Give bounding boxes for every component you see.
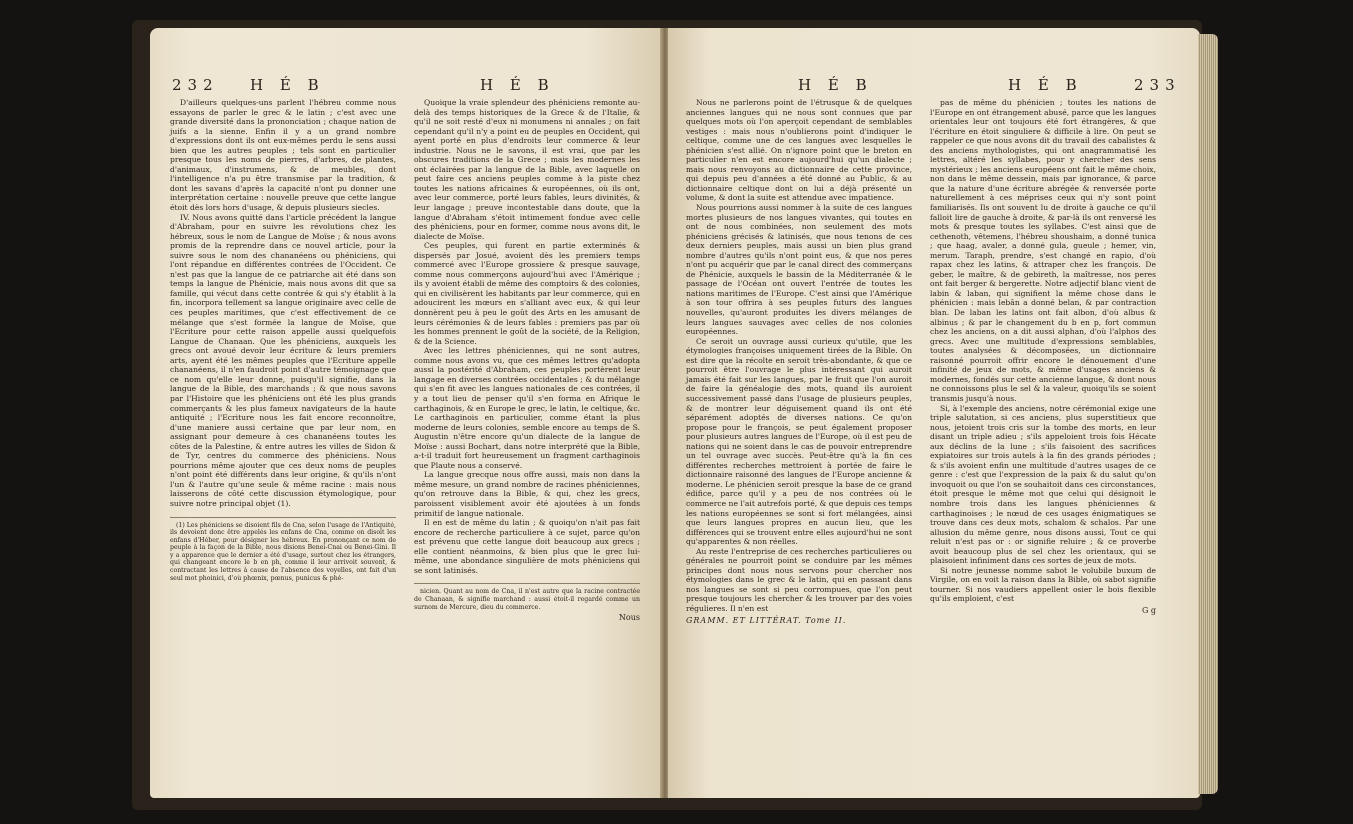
- left-column-2: [414, 98, 640, 623]
- catchword: Nous: [618, 613, 640, 623]
- right-page: [668, 28, 1200, 798]
- right-column-1: [686, 98, 912, 625]
- signature-mark: G g: [1141, 605, 1156, 615]
- left-page: [150, 28, 662, 798]
- paragraph: IV. Nous avons quitté dans l'article précédent la langue d'Abraham, pour en suivre les révolutions chez les hébreux, sous le nom de Langue de Moïse ; & nous avons promis de la reprendre dans ce nouvel article, pour la suivre sous le nom des chananéens ou phéniciens, qui l'ont répandue en différentes contrées de l'Occident. Ce n'est pas que la langue de ce patriarche ait été dans son temps la langue de Phénicie, mais nous avons dit que sa famille, qui vécut dans cette contrée & qui s'y établit à la fin, incorpora tellement sa langue originaire avec celle de ces peuples maritimes, que c'est effectivement de ce mélange que s'est formée la langue de Moïse, que l'Ecriture pour cette raison appelle aussi quelquefois Langue de Chanaan. Que les phéniciens, auxquels les grecs ont avoué devoir leur écriture & leurs premiers arts, ayent été les mêmes peuples que l'Ecriture appelle chananéens, il n'en faudroit point d'autre témoignage que ce nom qu'elle leur donne, puisqu'il signifie, dans la langue de la Bible, des marchands ; & que nous savons par l'Histoire que les phéniciens ont été les plus grands commerçants & les plus fameux navigateurs de la haute antiquité ; l'Ecriture nous les fait encore reconnoître, d'une maniere aussi certaine que par leur nom, en assignant pour demeure à ces chananéens toutes les côtes de la Palestine, & entre autres les villes de Sidon & de Tyr, centres du commerce des phéniciens. Nous pourrions même ajouter que ces deux noms de peuples n'ont point été différents dans leur origine, & qu'ils n'ont l'un & l'autre qu'une seule & même racine : mais nous laisserons de côté cette discussion étymologique, pour suivre notre principal objet (1).: [170, 212, 396, 508]
- paragraph: Si notre jeunesse nomme sabot le volubile buxum de Virgile, on en voit la raison dans la Bible, où sabot signifie tourner. Si nos vaudiers appellent osier le bois flexible qu'ils emploient, c'est: [930, 565, 1156, 604]
- paragraph: Ce seroit un ouvrage aussi curieux qu'utile, que les étymologies françoises uniquement tirées de la Bible. On est dire que la récolte en seroit très-abondante, & que ce pourroit être l'ouvrage le plus intéressant qui auroit jamais été fait sur les langues, par le fruit que l'on auroit de faire la généalogie des mots, quand ils auroient successivement passé dans l'usage de plusieurs peuples, & de montrer leur déguisement quand ils ont été séparément adoptés de diverses nations. Ce qu'on propose pour le françois, se peut également proposer pour plusieurs autres langues de l'Europe, où il est peu de nations qui ne soient dans le cas de pouvoir entreprendre un tel ouvrage avec succès. Peut-être qu'à la fin ces différentes recherches mettroient à portée de faire le dictionnaire raisonné des langues de l'Europe ancienne & moderne. Le phénicien seroit presque la base de ce grand édifice, parce qu'il y a peu de nos contrées où le commerce ne l'ait autrefois porté, & que depuis ces temps les nations européennes se sont si fort mélangées, ainsi que leurs langues propres en aucun lieu, que les différences qui se trouvent entre elles aujourd'hui ne sont qu'apparentes & non réelles.: [686, 336, 912, 547]
- paragraph: Quoique la vraie splendeur des phéniciens remonte au-delà des temps historiques de la Grece & de l'Italie, & qu'il ne soit resté d'eux ni monumens ni annales ; on fait cependant qu'il n'y a point eu de peuples en Occident, qui ayent porté en plus d'endroits leur commerce & leur industrie. Nous ne le savons, il est vrai, que par les obscures traditions de la Grece ; mais les modernes les ont éclairées par la langue de la Bible, avec laquelle on peut faire ces anciens peuples comme à la piste chez toutes les nations africaines & européennes, où ils ont, avec leur commerce, porté leurs fables, leurs divinités, & leur langage ; preuve incontestable dans doute, que la langue d'Abraham s'étoit intimement fondue avec celle des phéniciens, pour en former, comme nous avons dit, le dialecte de Moïse.: [414, 98, 640, 241]
- signature-line: GRAMM. ET LITTÉRAT. Tome II.: [686, 615, 847, 625]
- paragraph: D'ailleurs quelques-uns parlent l'hébreu comme nous essayons de parler le grec & le latin ; c'est avec une grande diversité dans la prononciation ; chaque nation de juifs a la sienne. Enfin il y a un grand nombre d'expressions dont ils ont eux-mêmes perdu le sens aussi bien que les autres peuples ; tels sont en particulier presque tous les noms de pierres, d'arbres, de plantes, d'animaux, d'instrumens, & de meubles, dont l'intelligence n'a pu être transmise par la tradition, & dont les savans d'après la capacité n'ont pu donner une interprétation certaine : nouvelle preuve que cette langue étoit dès lors hors d'usage, & depuis plusieurs siecles.: [170, 98, 396, 213]
- running-head-left-col2: H É B: [480, 76, 555, 94]
- page-number-right: 233: [1134, 76, 1181, 94]
- right-column-2: [930, 98, 1156, 625]
- paragraph: Il en est de même du latin ; & quoiqu'on n'ait pas fait encore de recherche particuliere à ce sujet, parce qu'on est prévenu que cette langue doit beaucoup aux grecs ; elle contient néanmoins, & bien plus que le grec lui-même, une abondance singulière de mots phéniciens qui se sont latinisés.: [414, 518, 640, 575]
- paragraph: pas de même du phénicien ; toutes les nations de l'Europe en ont étrangement abusé, parce que les langues orientales leur ont toujours été fort étrangères, & que l'écriture en étoit singuliere & difficile à lire. On peut se rappeler ce que nous avons dit du travail des cabalistes & des anciens mythologistes, qui ont anagrammatisé les lettres, altéré les syllabes, pour y chercher des sens mystérieux ; les anciens européens ont fait le même choix, non dans le même dessein, mais par ignorance, & parce que la nature d'une écriture abrégée & renversée porte naturellement à ces méprises ceux qui n'y sont point familiarisés. Ils ont souvent lu de droite à gauche ce qu'il falloit lire de gauche à droite, & par-là ils ont renversé les mots & presque toutes les syllabes. C'est ainsi que de cethenoth, vêtemens, l'hébreu shoushaim, a donné tunica ; que haag, avaler, a donné gula, gueule ; hemer, vin, merum. Taraph, prendre, s'est changé en rapio, d'où rapax chez les latins, & attraper chez les françois. De geber, le maître, & de gebireth, la maîtresse, nos peres ont fait berger & bergerette. Notre adjectif blanc vient de labin & laban, qui signifient la même chose dans le phénicien : mais lebân a donné belan, & par contraction blan. De laban les latins ont fait albon, d'où albus & albinus ; & par le changement du b en p, fort commun chez les anciens, on a dit aussi alphan, d'où l'alphos des grecs. Avec une multitude d'expressions semblables, toutes analysées & décomposées, un dictionnaire raisonné pourroit offrir encore le dénouement d'une infinité de jeux de mots, & même d'usages anciens & modernes, fondés sur cette ancienne langue, & dont nous ne connoissons plus le sel & la valeur, quoiqu'ils se soient transmis jusqu'à nous.: [930, 98, 1156, 403]
- paragraph: Ces peuples, qui furent en partie exterminés & dispersés par Josué, avoient dès les premiers temps commercé avec l'Europe grossiere & presque sauvage, comme nous commerçons aujourd'hui avec l'Amérique ; ils y avoient établi de même des comptoirs & des colonies, qui en civilisèrent les habitants par leur commerce, qui en adoucirent les mœurs en s'alliant avec eux, & qui leur donnèrent peu à peu le goût des Arts en les amusant de leurs cérémonies & de leurs fables : premiers pas par où les hommes prennent le goût de la société, de la Religion, & de la Science.: [414, 241, 640, 346]
- paragraph: Nous pourrions aussi nommer à la suite de ces langues mortes plusieurs de nos langues vivantes, qui toutes en ont de nous combinées, non seulement des mots phéniciens grécisés & latinisés, que nous tenons de ces deux derniers peuples, mais aussi un bien plus grand nombre d'autres qu'ils n'ont point eus, & que nos peres n'ont pu acquérir que par le canal direct des commerçans de Phénicie, auxquels le bassin de la Méditerranée & le passage de l'Océan ont ouvert l'entrée de toutes les nations maritimes de l'Europe. C'est ainsi que l'Amérique à son tour offrira à ses peuples futurs des langues nouvelles, qu'auront produites les divers mélanges de leurs langues sauvages avec celles de nos colonies européennes.: [686, 203, 912, 337]
- footnote: (1) Les phéniciens se disoient fils de Cna, selon l'usage de l'Antiquité, ils devoient donc être appelés les enfans de Cna, comme on disoit les enfans d'Héber, pour désigner les hébreux. En prononçant ce nom de peuple à la façon de la Bible, nous disions Benei-Cnai ou Benei-Gini. Il y a apparence que le dernier a été d'usage, surtout chez les étrangers, qui changeant encore le b en ph, comme il leur arrivoit souvent, & contractant les lettres à cause de l'absence des voyelles, ont fait d'un seul mot phoinici, d'où phœnix, pœnus, punicus & phé-: [170, 517, 396, 583]
- paragraph: Avec les lettres phéniciennes, qui ne sont autres, comme nous avons vu, que ces mêmes lettres qu'adopta aussi la postérité d'Abraham, ces peuples portèrent leur langage en diverses contrées occidentales ; & du mélange qui s'en fit avec les langues nationales de ces contrées, il y a tout lieu de penser qu'il s'en forma en Afrique le carthaginois, & en Europe le grec, le latin, le celtique, &c. Le carthaginois en particulier, comme étant la plus moderne de leurs colonies, semble encore au temps de S. Augustin n'être encore qu'un dialecte de la langue de Moïse : aussi Bochart, dans notre interprété que la Bible, a-t-il traduit fort heureusement un fragment carthaginois que Plaute nous a conservé.: [414, 346, 640, 470]
- page-number-left: 232: [172, 76, 219, 94]
- paragraph: Si, à l'exemple des anciens, notre cérémonial exige une triple salutation, si ces anciens, plus superstitieux que nous, jetoient trois cris sur la tombe des morts, en leur disant un triple adieu ; s'ils appeloient trois fois Hécate aux déclins de la lune ; s'ils faisoient des sacrifices expiatoires sur trois autels à la fin des grands périodes ; & s'ils avoient enfin une multitude d'autres usages de ce genre : c'est que l'expression de la paix & du salut qu'on invoquoit ou que l'on se souhaitoit dans ces circonstances, étoit presque le même mot que celui qui désignoit le nombre trois dans les langues phéniciennes & carthaginoises ; le nœud de ces usages énigmatiques se trouve dans ces deux mots, schalom & schalos. Par une allusion du même genre, nous disons aussi, Tout ce qui reluit n'est pas or : or signifie reluire ; & ce proverbe avoit beaucoup plus de sel chez les orientaux, qui se plaisoient infiniment dans ces sortes de jeux de mots.: [930, 403, 1156, 566]
- running-head-right: H É B: [798, 76, 873, 94]
- book-edge-right: [1198, 34, 1218, 794]
- paragraph: La langue grecque nous offre aussi, mais non dans la même mesure, un grand nombre de racines phéniciennes, qu'on retrouve dans la Bible, & qui, chez les grecs, paroissent visiblement avoir été ajoutées à un fonds primitif de langue nationale.: [414, 470, 640, 518]
- paragraph: Au reste l'entreprise de ces recherches particulieres ou générales ne pourroit point se conduire par les mêmes principes dont nous nous servons pour chercher nos étymologies dans le grec & le latin, qui en passant dans nos langues se sont si peu corrompues, que l'on peut presque toujours les chercher & les trouver par des voies régulieres. Il n'en est: [686, 546, 912, 613]
- footnote-continued: nicien. Quant au nom de Cna, il n'est autre que la racine contractée de Chanaan, & signifie marchand : aussi étoit-il regardé comme un surnom de Mercure, dieu du commerce.: [414, 583, 640, 611]
- running-head-right-col2: H É B: [1008, 76, 1083, 94]
- left-column-1: [170, 98, 396, 623]
- paragraph: Nous ne parlerons point de l'étrusque & de quelques anciennes langues qui ne nous sont connues que par quelques mots où l'on aperçoit cependant de semblables vestiges : mais nous n'oublierons point d'indiquer le celtique, comme une de ces langues avec lesquelles le phénicien s'est allié. On n'ignore point que le breton en particulier n'en est encore aujourd'hui qu'un dialecte ; mais nous renvoyons au dictionnaire de cette province, qui depuis peu d'années a été donné au Public, & au dictionnaire celtique dont on lui a déjà présenté un volume, & dont la suite est attendue avec impatience.: [686, 98, 912, 203]
- running-head-left: H É B: [250, 76, 325, 94]
